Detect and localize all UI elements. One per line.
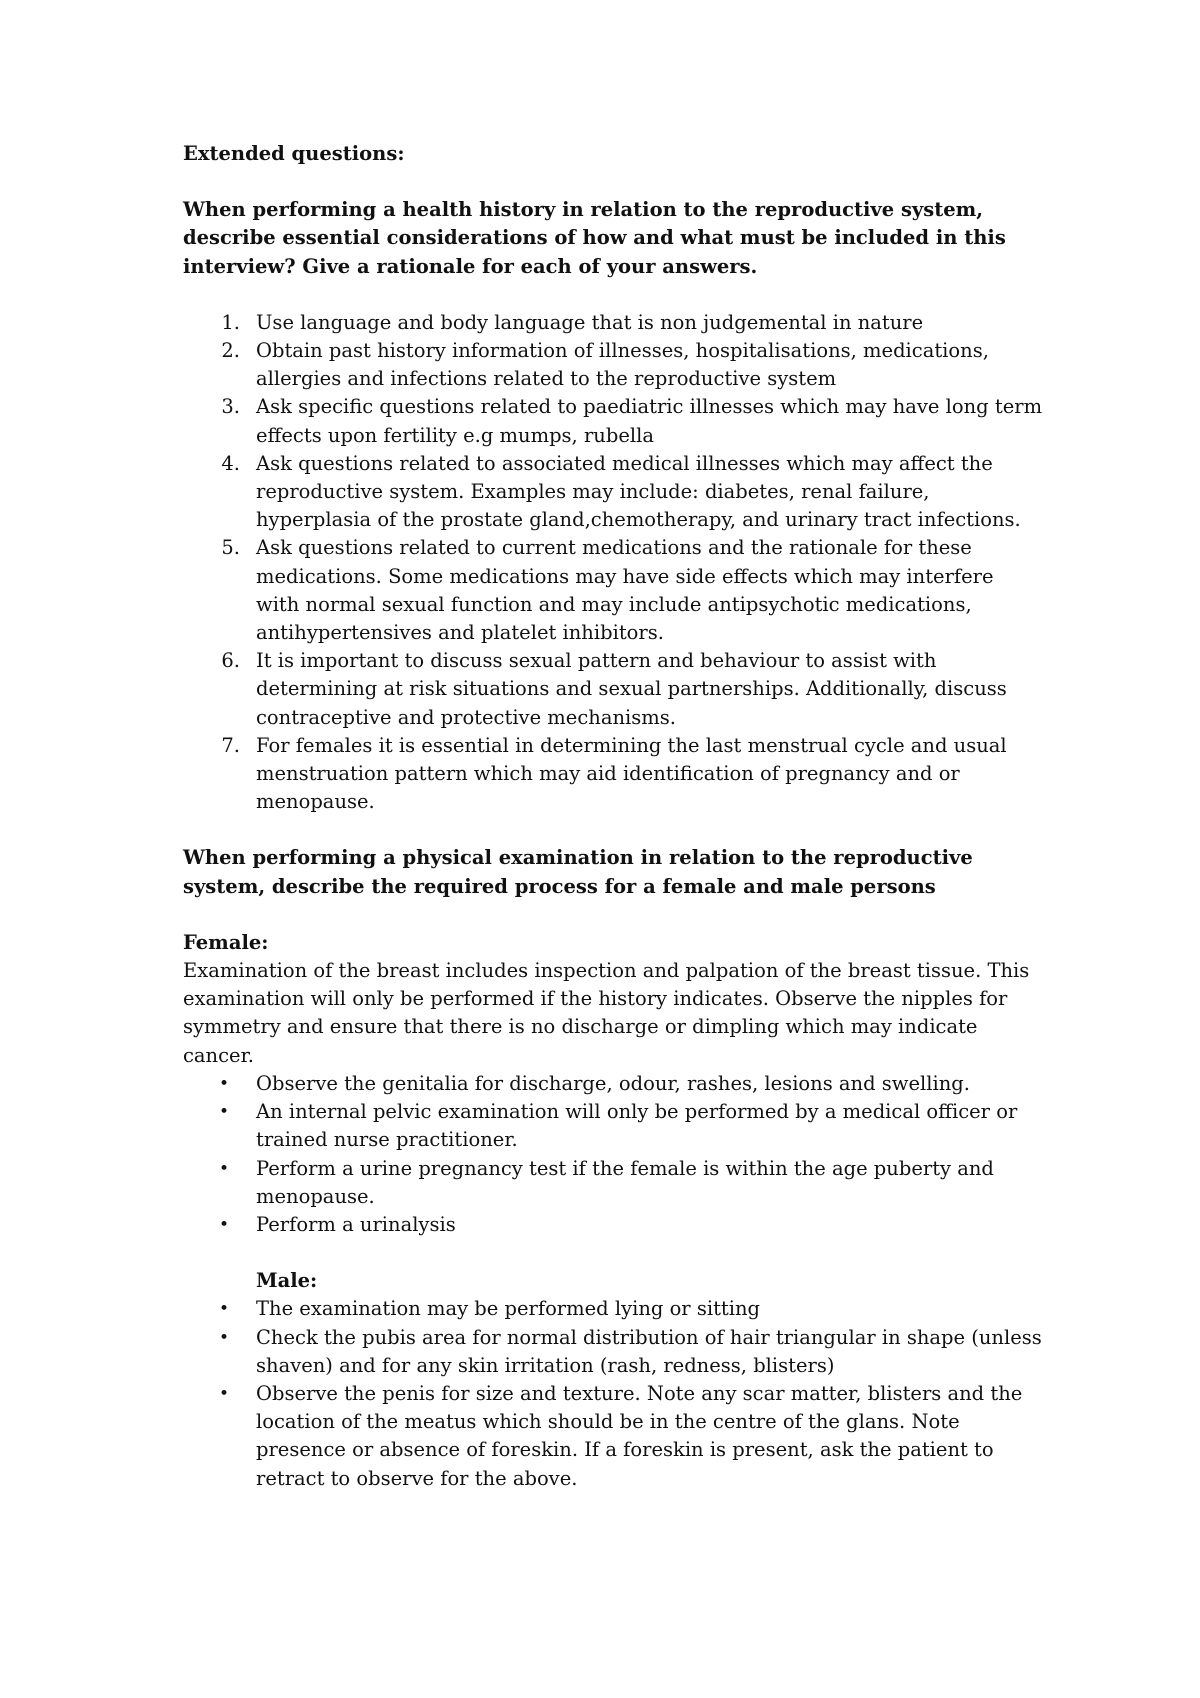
list-item-text: An internal pelvic examination will only be performed by a medical officer or trained nurse practitioner. xyxy=(256,1100,1018,1152)
bullet-icon: • xyxy=(219,1158,230,1179)
list-item xyxy=(183,647,1043,732)
male-subheading: Male: xyxy=(256,1269,318,1293)
section-spacer xyxy=(183,1239,1043,1267)
list-item xyxy=(183,1098,1043,1154)
bullet-icon: • xyxy=(219,1383,230,1404)
list-number: 6. xyxy=(221,649,240,673)
list-item-text: It is important to discuss sexual pattern and behaviour to assist with determining at risk situations and sexual partnerships. Additionally, discuss contraceptive and protective mechanisms. xyxy=(256,649,1007,729)
bullet-icon: • xyxy=(219,1327,230,1348)
document-page xyxy=(183,140,1043,1493)
list-number: 2. xyxy=(221,339,240,363)
list-item-text: Observe the genitalia for discharge, odour, rashes, lesions and swelling. xyxy=(256,1071,970,1095)
male-section xyxy=(183,1267,1043,1493)
list-item xyxy=(183,1324,1043,1380)
female-subheading: Female: xyxy=(183,930,269,954)
document-heading: Extended questions: xyxy=(183,142,405,165)
list-item-text: Ask questions related to associated medical illnesses which may affect the reproductive system. Examples may include: diabetes, renal failure, hyperplasia of the prostate gland,chemotherapy, and urinary tract infections. xyxy=(256,451,1021,532)
list-item-text: Check the pubis area for normal distribution of hair triangular in shape (unless shaven) and for any skin irritation (rash, redness, blisters) xyxy=(256,1325,1042,1377)
list-number: 5. xyxy=(221,536,240,560)
female-intro-paragraph: Examination of the breast includes inspection and palpation of the breast tissue. This examination will only be performed if the history indicates. Observe the nipples for symmetry and ensure that there is no discharge or dimpling which may indicate cancer. xyxy=(183,959,1030,1067)
history-list xyxy=(183,309,1043,817)
list-item-text: Observe the penis for size and texture. Note any scar matter, blisters and the location of the meatus which should be in the centre of the glans. Note presence or absence of foreskin. If a foreskin is present, ask the patient to retract to observe for the above. xyxy=(256,1381,1023,1490)
list-item xyxy=(183,1295,1043,1323)
list-number: 1. xyxy=(221,310,240,334)
list-number: 4. xyxy=(221,451,240,475)
list-item-text: Use language and body language that is non judgemental in nature xyxy=(256,310,924,334)
list-item-text: Obtain past history information of illnesses, hospitalisations, medications, allergies and infections related to the reproductive system xyxy=(256,339,989,391)
female-exam-list xyxy=(183,1070,1043,1239)
list-number: 3. xyxy=(221,395,240,419)
question-physical-exam: When performing a physical examination in relation to the reproductive system, describe the required process for a female and male persons xyxy=(183,846,973,898)
list-item xyxy=(183,393,1043,449)
list-item xyxy=(183,1070,1043,1098)
list-number: 7. xyxy=(221,733,240,757)
list-item xyxy=(183,450,1043,535)
list-item xyxy=(183,337,1043,393)
list-item xyxy=(183,1155,1043,1211)
list-item-text: Perform a urine pregnancy test if the female is within the age puberty and menopause. xyxy=(256,1156,994,1208)
bullet-icon: • xyxy=(219,1214,230,1235)
question-health-history: When performing a health history in relation to the reproductive system, describe essential considerations of how and what must be included in this interview? Give a rationale for each of your answers. xyxy=(183,198,1006,278)
list-item xyxy=(183,534,1043,647)
list-item xyxy=(183,309,1043,337)
list-item-text: The examination may be performed lying or sitting xyxy=(256,1297,761,1321)
bullet-icon: • xyxy=(219,1299,230,1320)
bullet-icon: • xyxy=(219,1102,230,1123)
male-subheading-row xyxy=(183,1267,1043,1295)
list-item-text: Perform a urinalysis xyxy=(256,1212,456,1236)
bullet-icon: • xyxy=(219,1073,230,1094)
list-item-text: For females it is essential in determining the last menstrual cycle and usual menstruation pattern which may aid identification of pregnancy and or menopause. xyxy=(256,733,1007,814)
list-item xyxy=(183,1380,1043,1493)
list-item xyxy=(183,1211,1043,1239)
list-item-text: Ask questions related to current medications and the rationale for these medications. Some medications may have side effects which may interfere with normal sexual function and may include antipsychotic medications, antihypertensives and platelet inhibitors. xyxy=(256,536,994,645)
list-item xyxy=(183,732,1043,817)
list-item-text: Ask specific questions related to paediatric illnesses which may have long term effects upon fertility e.g mumps, rubella xyxy=(256,395,1043,447)
